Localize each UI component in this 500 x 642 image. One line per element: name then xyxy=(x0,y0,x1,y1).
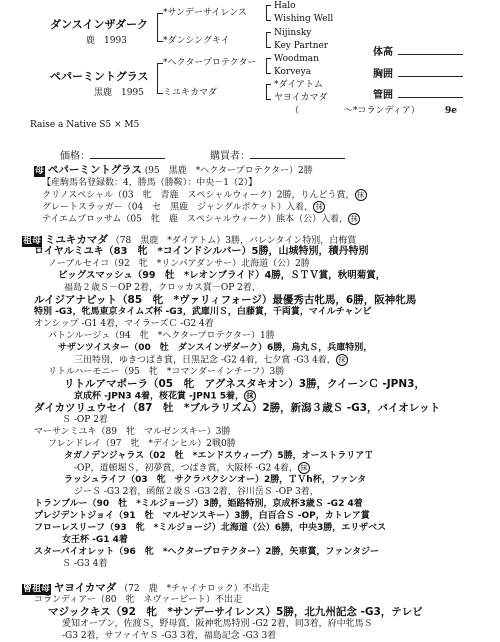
great-grandam-name: ヤヨイカマダ xyxy=(53,582,117,594)
list-item: スターバイオレット（96 牝 *ヘクタープロテクター）2勝，矢車賞，ファンタジー xyxy=(34,547,379,557)
price-label: 価格： xyxy=(60,151,90,162)
sire-info: 鹿 1993 xyxy=(86,36,127,46)
height-field[interactable] xyxy=(398,54,463,55)
status-badge: 抹 xyxy=(298,462,310,474)
grandam-label: 祖母 xyxy=(23,236,42,246)
list-item: -G3 2着，サファイヤＳ -G3 3着，福島記念 -G3 3着 xyxy=(62,631,277,641)
dam-label: 母 xyxy=(35,166,45,176)
list-item: リトルアマポーラ（05 牝 アグネスタキオン）3勝，クイーンＣ -JPN3， xyxy=(64,378,425,390)
buyer-field[interactable] xyxy=(250,158,345,159)
sire-dam: *ダンシングキイ xyxy=(163,36,230,46)
height-label: 体高 xyxy=(373,47,393,58)
sdd: Key Partner xyxy=(274,41,329,51)
dsd: Korveya xyxy=(274,67,312,77)
list-item: ダイカツリュウセイ（87 牡 *ブルラリズム）2勝，新潟３歳Ｓ -G3，バイオレット xyxy=(34,402,441,414)
list-item: テイエムブロッサム（05 牝 鹿 スペシャルウィーク）熊本（公）入着， 抹 xyxy=(42,213,360,226)
status-badge: 抹 xyxy=(313,201,325,213)
great-grandam-label: 曾祖母 xyxy=(23,584,51,594)
dss: Woodman xyxy=(274,54,319,64)
list-item: オンシップ -G1 4着，マイラーズＣ -G2 4着 xyxy=(34,319,214,329)
status-badge: 抹 xyxy=(348,213,360,225)
inbreeding-note: Raise a Native S5 × M5 xyxy=(30,120,140,130)
list-item: マジックキス（92 牝 *サンデーサイレンス）5勝，北九州記念 -G3，テレビ xyxy=(48,606,423,618)
status-badge: 抹 xyxy=(355,189,367,201)
list-item: リトルハーモニー（95 牝 *コマンダーインチーフ）3勝 xyxy=(48,367,285,377)
list-item: クリノスペシャル（03 牝 青鹿 スペシャルウィーク）2勝，りんどう賞， 抹 xyxy=(42,189,367,202)
status-badge: 抹 xyxy=(244,390,256,402)
status-badge: 抹 xyxy=(336,354,348,366)
list-item: 特別 -G3，牝馬東京タイムズ杯 -G3，武庫川Ｓ，白藤賞，千両賞，マイルチャンピ xyxy=(34,307,372,317)
list-item: マーサンミユキ（89 牝 マルゼンスキー）3勝 xyxy=(34,427,231,437)
list-item: Ｓ -OP 2着 xyxy=(62,415,108,425)
girth-label: 胸囲 xyxy=(373,69,393,80)
list-item: フローレスリーフ（93 牝 *ミルジョージ）北海道（公）6勝，中央3勝，エリザベス xyxy=(34,523,387,533)
cannon-label: 管囲 xyxy=(373,90,393,101)
price-field[interactable] xyxy=(90,158,165,159)
cannon-field[interactable] xyxy=(398,97,463,98)
dam-section-desc: (95 黒鹿 *ヘクタープロテクター）2勝 xyxy=(144,166,313,176)
list-item: ジーＳ -G3 2着，函館２歳Ｓ -G3 2着，谷川岳Ｓ -OP 3着， xyxy=(74,487,319,497)
list-item: パトンルージュ（94 牝 *ヘクタープロテクター）1勝 xyxy=(48,331,275,341)
list-item: 三田特別，ゆきつばき賞，日黒記念 -G2 4着，七夕賞 -G3 4着， 抹 xyxy=(74,354,348,367)
ddd-note: （ ～*コランディア） xyxy=(290,106,420,116)
grandam-desc: （78 黒鹿 *ダイアトム）3勝，バレンタイン特別，白梅賞 xyxy=(110,236,357,246)
list-item: グレートスラッガー（04 セ 黒鹿 ジャングルポケット）入着， 抹 xyxy=(42,201,325,214)
sire-name: ダンスインザダーク xyxy=(50,18,149,31)
ddd-family-number: 9e xyxy=(445,106,457,116)
dam-name: ペパーミントグラス xyxy=(50,70,149,83)
buyer-label: 購買者： xyxy=(210,151,250,162)
list-item: コランディアー（80 牝 ネヴァービート）不出走 xyxy=(34,595,243,605)
grandam-name: ミユキカマダ xyxy=(44,234,108,246)
list-item: 愛知オープン，佐渡Ｓ，野母賞，阪神牝馬特別 -G2 2着，同3着，府中牝馬Ｓ xyxy=(62,619,373,629)
list-item: タガノデンジャラス（02 牡 *エンドスウィープ）5勝，オーストラリアＴ xyxy=(64,451,374,461)
dam-info: 黒鹿 1995 xyxy=(94,88,144,98)
sds: Nijinsky xyxy=(274,28,312,38)
dds: *ダイアトム xyxy=(274,80,324,90)
list-item: 福島２歳Ｓ－OP 2着，クロッカス賞－OP 2着， xyxy=(64,283,261,293)
list-item: ロイヤルミユキ（83 牝 *コインドシルバー）5勝，山城特別，積丹特別 xyxy=(34,246,369,257)
list-item: -OP，道頓堀Ｓ，初夢賞，つばき賞，大阪杯 -G2 4着， 抹 xyxy=(74,462,310,475)
girth-field[interactable] xyxy=(398,76,463,77)
list-item: ラッシュライフ（03 牝 サクラバクシンオー）2勝，ＴＶh杯，ファンタ xyxy=(64,475,367,485)
list-item: ノーブルセイコ（92 牝 *リンパアダンサー）北海道（公）2勝 xyxy=(48,259,310,269)
great-grandam-desc: （72 鹿 *チャイナロック）不出走 xyxy=(119,584,270,594)
dam-dam: ミユキカマダ xyxy=(163,88,218,98)
list-item: ルイジアナピット（85 牝 *ヴァリィフォージ）最優秀古牝馬，6勝，阪神牝馬 xyxy=(34,294,417,306)
list-item: フレンドレイ（97 牝 *デインヒル）2戦0勝 xyxy=(48,439,236,449)
list-item: 女王杯 -G1 4着 xyxy=(62,535,128,545)
ddd: ヤヨイカマダ xyxy=(274,93,328,103)
list-item: トランブルー（90 牡 *ミルジョージ）3勝，姫路特別，京成杯3歳Ｓ -G2 4着 xyxy=(34,499,363,509)
list-item: Ｓ -G3 4着 xyxy=(62,559,108,569)
list-item: ビッグスマッシュ（99 牡 *レオンブライド）4勝，ＳＴＶ賞，秋明菊賞， xyxy=(58,270,386,281)
dam-section-name: ペパーミントグラス xyxy=(47,164,142,176)
list-item: プレジデントジョイ（91 牡 マルゼンスキー）3勝，白百合Ｓ -OP，カトレア賞 xyxy=(34,511,370,521)
dam-sire: *ヘクタープロテクター xyxy=(163,58,257,68)
ssd: Wishing Well xyxy=(274,14,334,24)
list-item: サザンツイスター（00 牡 ダンスインザダーク）6勝，烏丸Ｓ，兵庫特別， xyxy=(58,343,373,353)
list-item: 京成杯 -JPN3 4着，桜花賞 -JPN1 5着， 抹 xyxy=(74,390,256,403)
sire-sire: *サンデーサイレンス xyxy=(163,8,247,18)
dam-produce-summary: 【産駒馬名登録数：4，勝馬（勝鞍）：中央－1（2）】 xyxy=(42,178,258,188)
sss: Halo xyxy=(274,1,296,11)
